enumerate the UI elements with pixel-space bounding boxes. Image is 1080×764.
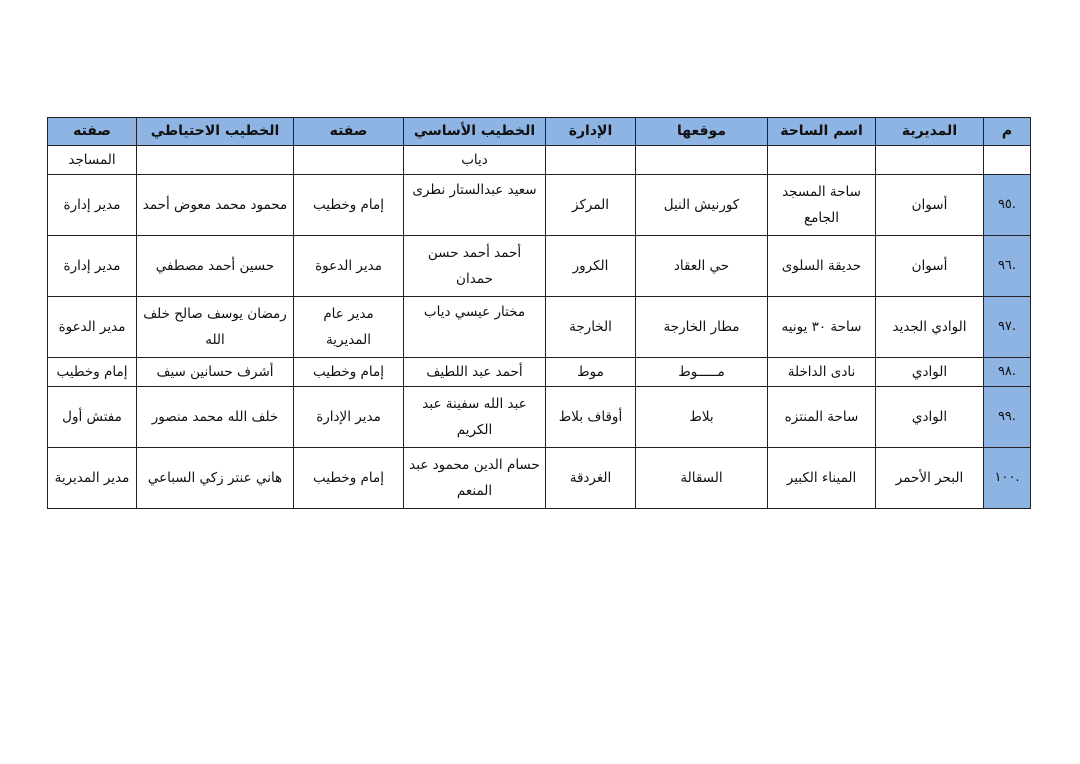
cell-reserve-speaker: هاني عنتر زكي السباعي <box>137 448 294 509</box>
cell-main-title: إمام وخطيب <box>294 448 404 509</box>
cell-main-title: إمام وخطيب <box>294 358 404 387</box>
cell-main-title: مدير الدعوة <box>294 236 404 297</box>
cell-num <box>984 146 1031 175</box>
cell-main-speaker: عبد الله سفينة عبد الكريم <box>404 387 546 448</box>
cell-num: .٩٩ <box>984 387 1031 448</box>
speakers-table <box>47 117 1031 509</box>
cell-location: مـــــوط <box>636 358 768 387</box>
cell-main-title <box>294 146 404 175</box>
table-row <box>48 236 1031 297</box>
cell-main-title: إمام وخطيب <box>294 175 404 236</box>
cell-num: .٩٦ <box>984 236 1031 297</box>
cell-location: كورنيش النيل <box>636 175 768 236</box>
cell-admin: المركز <box>546 175 636 236</box>
cell-main-speaker: أحمد عبد اللطيف <box>404 358 546 387</box>
cell-square <box>768 146 876 175</box>
cell-admin: الكرور <box>546 236 636 297</box>
cell-num: .١٠٠ <box>984 448 1031 509</box>
cell-reserve-title: مدير إدارة <box>48 175 137 236</box>
header-main-speaker: الخطيب الأساسي <box>404 118 546 146</box>
cell-num: .٩٥ <box>984 175 1031 236</box>
cell-reserve-title: المساجد <box>48 146 137 175</box>
cell-directorate: أسوان <box>876 236 984 297</box>
cell-admin: أوقاف بلاط <box>546 387 636 448</box>
cell-location: حي العقاد <box>636 236 768 297</box>
cell-num: .٩٨ <box>984 358 1031 387</box>
cell-directorate: أسوان <box>876 175 984 236</box>
cell-location <box>636 146 768 175</box>
cell-location: مطار الخارجة <box>636 297 768 358</box>
cell-directorate: الوادي <box>876 387 984 448</box>
cell-square: ساحة ٣٠ يونيه <box>768 297 876 358</box>
cell-square: ساحة المسجد الجامع <box>768 175 876 236</box>
table-row-continuation <box>48 146 1031 175</box>
header-location: موقعها <box>636 118 768 146</box>
table-row <box>48 448 1031 509</box>
cell-reserve-speaker: أشرف حسانين سيف <box>137 358 294 387</box>
cell-main-speaker: حسام الدين محمود عبد المنعم <box>404 448 546 509</box>
cell-reserve-speaker: محمود محمد معوض أحمد <box>137 175 294 236</box>
header-num: م <box>984 118 1031 146</box>
cell-main-title: مدير الإدارة <box>294 387 404 448</box>
cell-admin: الغردقة <box>546 448 636 509</box>
cell-directorate: الوادي الجديد <box>876 297 984 358</box>
cell-location: بلاط <box>636 387 768 448</box>
cell-admin <box>546 146 636 175</box>
cell-main-speaker: أحمد أحمد حسن حمدان <box>404 236 546 297</box>
header-admin: الإدارة <box>546 118 636 146</box>
cell-location: السقالة <box>636 448 768 509</box>
cell-directorate <box>876 146 984 175</box>
cell-reserve-speaker: رمضان يوسف صالح خلف الله <box>137 297 294 358</box>
cell-square: ساحة المنتزه <box>768 387 876 448</box>
cell-reserve-speaker <box>137 146 294 175</box>
table-row <box>48 358 1031 387</box>
cell-reserve-title: مدير المديرية <box>48 448 137 509</box>
cell-square: الميناء الكبير <box>768 448 876 509</box>
table-row <box>48 175 1031 236</box>
cell-directorate: البحر الأحمر <box>876 448 984 509</box>
cell-reserve-title: مدير إدارة <box>48 236 137 297</box>
cell-main-speaker: دياب <box>404 146 546 175</box>
cell-reserve-title: إمام وخطيب <box>48 358 137 387</box>
header-directorate: المديرية <box>876 118 984 146</box>
cell-square: حديقة السلوى <box>768 236 876 297</box>
table-row <box>48 297 1031 358</box>
cell-main-speaker: سعيد عبدالستار نطرى <box>404 175 546 236</box>
cell-reserve-speaker: حسين أحمد مصطفي <box>137 236 294 297</box>
cell-reserve-title: مفتش أول <box>48 387 137 448</box>
header-square: اسم الساحة <box>768 118 876 146</box>
cell-main-speaker: مختار عيسي دياب <box>404 297 546 358</box>
cell-directorate: الوادي <box>876 358 984 387</box>
header-main-title: صفته <box>294 118 404 146</box>
cell-reserve-speaker: خلف الله محمد منصور <box>137 387 294 448</box>
table-header-row <box>48 118 1031 146</box>
cell-num: .٩٧ <box>984 297 1031 358</box>
table-row <box>48 387 1031 448</box>
cell-admin: الخارجة <box>546 297 636 358</box>
cell-square: نادى الداخلة <box>768 358 876 387</box>
header-reserve-title: صفته <box>48 118 137 146</box>
cell-main-title: مدير عام المديرية <box>294 297 404 358</box>
cell-admin: موط <box>546 358 636 387</box>
header-reserve-speaker: الخطيب الاحتياطي <box>137 118 294 146</box>
cell-reserve-title: مدير الدعوة <box>48 297 137 358</box>
